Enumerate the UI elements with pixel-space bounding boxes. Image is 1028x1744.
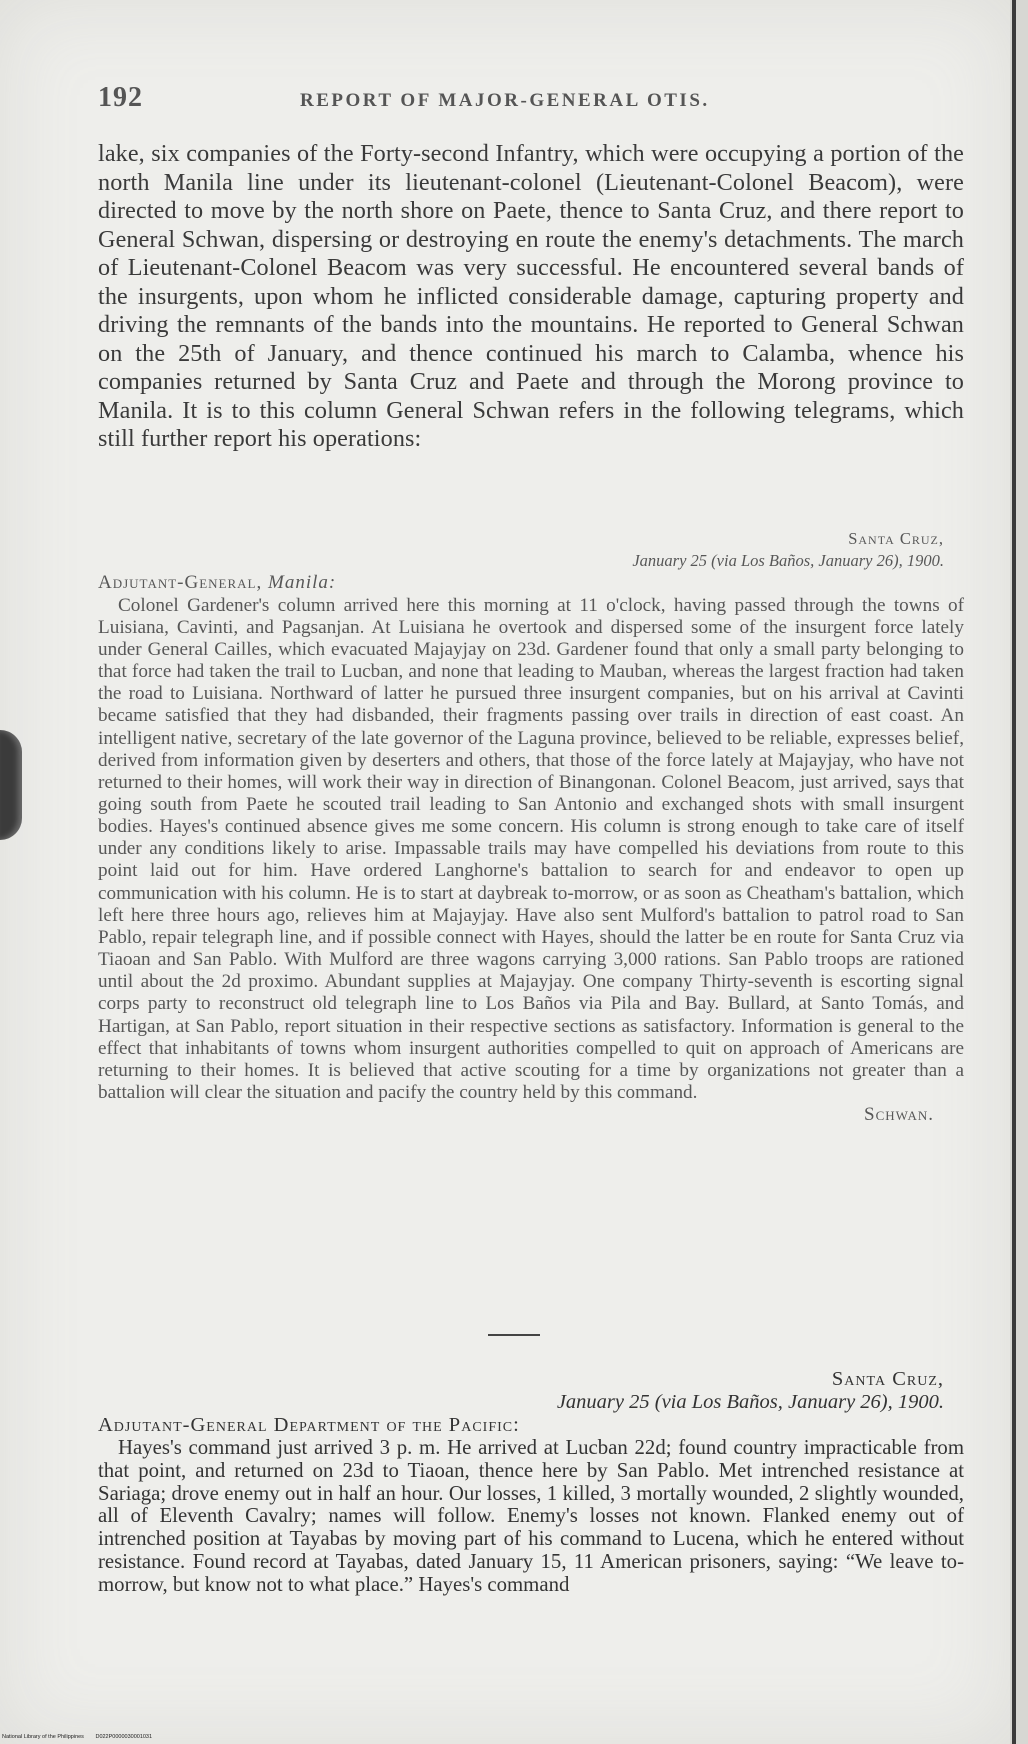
running-head: REPORT OF MAJOR-GENERAL OTIS. xyxy=(300,90,710,111)
telegram-1-signature: Schwan. xyxy=(864,1104,934,1126)
footer-identifier: D022P0000030001031 xyxy=(95,1734,153,1740)
telegram-1-body: Colonel Gardener's column arrived here this morning at 11 o'clock, having passed through the towns of Luisiana, Cavinti, and Pagsanjan. At Luisiana he overtook and dispersed some of the insurgent force lately under General Cailles, which evacuated Majayjay on 23d. Gardener found that only a small party belonging to that force had taken the trail to Lucban, and none that leading to Mauban, whereas the largest fraction had taken the road to Luisiana. Northward of latter he pursued three insurgent companies, but on his arrival at Cavinti became satisfied that they had disbanded, their fragments passing over trails in direction of east coast. An intelligent native, secretary of the late governor of the Laguna province, believed to be reliable, expresses belief, derived from information given by deserters and others, that those of the force lately at Majayjay, who have not returned to their homes, will work their way in direction of Binangonan. Colonel Beacom, just arrived, says that going south from Paete he scouted trail leading to San Antonio and exchanged shots with small insurgent bodies. Hayes's continued absence gives me some concern. His column is strong enough to take care of itself under any conditions likely to arise. Impassable trails may have compelled his deviations from route to this point laid out for him. Have ordered Langhorne's battalion to search for and endeavor to open up communication with his column. He is to start at daybreak to-morrow, or as soon as Cheatham's battalion, which left here three hours ago, relieves him at Majayjay. Have also sent Mulford's battalion to patrol road to San Pablo, repair telegraph line, and if possible connect with Hayes, should the latter be en route for Santa Cruz via Tiaoan and San Pablo. With Mulford are three wagons carrying 3,000 rations. San Pablo troops are rationed until about the 2d proximo. Abundant supplies at Majayjay. One company Thirty-seventh is escorting signal corps party to reconstruct old telegraph line to Los Baños via Pila and Bay. Bullard, at Santo Tomás, and Hartigan, at San Pablo, report situation in their respective sections as satisfactory. Information is general to the effect that inhabitants of towns whom insurgent authorities compelled to quit on approach of Americans are returning to their homes. It is believed that active scouting for a time by organizations not greater than a battalion will clear the situation and pacify the country held by this command. xyxy=(98,594,964,1104)
telegram-1 xyxy=(98,528,964,1126)
page-edge-shadow xyxy=(1012,0,1016,1744)
telegram-2-dateline: January 25 (via Los Baños, January 26), 1900. xyxy=(556,1391,944,1413)
telegram-1-addressee-prefix: Adjutant-General, xyxy=(98,572,263,594)
page-number: 192 xyxy=(98,82,143,113)
scan-footer xyxy=(2,1734,162,1740)
telegram-1-dateline: January 25 (via Los Baños, January 26), 1900. xyxy=(632,551,944,571)
telegram-2-body: Hayes's command just arrived 3 p. m. He arrived at Lucban 22d; found country impracticable from that point, and returned on 23d to Tiaoan, thence here by San Pablo. Met intrenched resistance at Sariaga; drove enemy out in half an hour. Our losses, 1 killed, 3 mortally wounded, 2 slightly wounded, all of Eleventh Cavalry; names will follow. Enemy's losses not known. Flanked enemy out of intrenched position at Tayabas by moving part of his command to Lucena, which he entered without resistance. Found record at Tayabas, dated January 15, 11 American prisoners, saying: “We leave to-morrow, but know not to what place.” Hayes's command xyxy=(98,1436,964,1596)
telegram-1-place: Santa Cruz, xyxy=(848,529,944,548)
section-divider xyxy=(488,1334,540,1336)
intro-paragraph: lake, six companies of the Forty-second Infantry, which were occupying a portion of the north Manila line under its lieutenant-colonel (Lieutenant-Colonel Beacom), were directed to move by the north shore on Paete, thence to Santa Cruz, and there report to General Schwan, dispersing or destroying en route the enemy's detachments. The march of Lieutenant-Colonel Beacom was very successful. He encountered several bands of the insurgents, upon whom he inflicted considerable damage, capturing property and driving the remnants of the bands into the mountains. He reported to General Schwan on the 25th of January, and thence continued his march to Calamba, whence his companies returned by Santa Cruz and Paete and through the Morong province to Manila. It is to this column General Schwan refers in the following telegrams, which still further report his operations: xyxy=(98,140,964,452)
footer-library: National Library of the Philippines xyxy=(2,1734,84,1740)
telegram-1-addressee-city: Manila: xyxy=(268,572,337,594)
telegram-2-place: Santa Cruz, xyxy=(831,1368,944,1390)
telegram-1-addressee xyxy=(98,572,964,594)
telegram-2 xyxy=(98,1368,964,1597)
telegram-2-addressee: Adjutant-General Department of the Pacific: xyxy=(98,1414,520,1436)
binder-clip xyxy=(0,730,22,840)
